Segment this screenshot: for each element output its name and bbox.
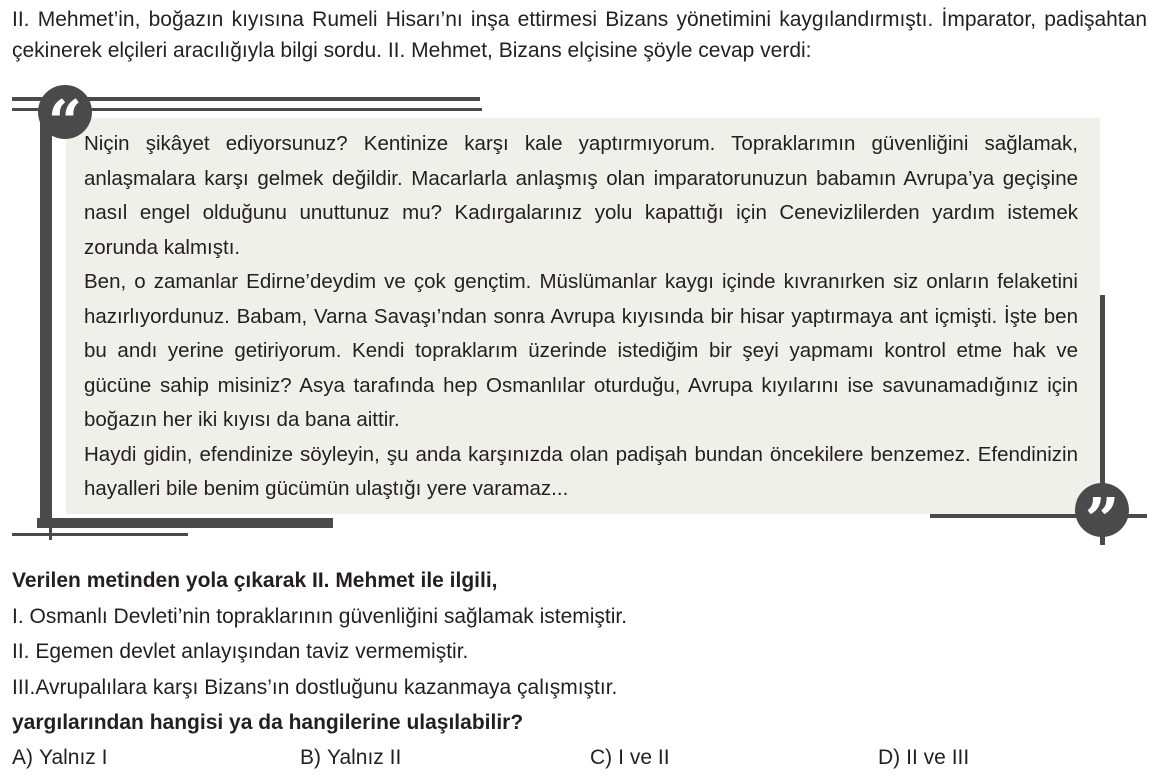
close-quote-icon: ”: [1075, 483, 1129, 537]
option-letter: C): [590, 746, 613, 769]
option-letter: D): [878, 746, 901, 769]
frame-bottom-thin-line: [12, 533, 188, 536]
open-quote-icon: “: [38, 85, 92, 139]
option-a[interactable]: [12, 741, 107, 775]
question-stem: Verilen metinden yola çıkarak II. Mehmet ile ilgili,: [12, 569, 498, 592]
frame-left-thin-line: [49, 108, 52, 540]
quote-paragraph: Ben, o zamanlar Edirne’deydim ve çok gençtim. Müslümanlar kaygı içinde kıvranırken siz onların felaketini hazırlıyordunuz. Babam, Varna Savaşı’ndan sonra Avrupa kıyısında bir hisar yaptırmaya ant içmişti. İşte ben bu andı yerine getiriyorum. Kendi topraklarım üzerinde istediğim bir şeyi yapmamı kontrol etme hak ve gücüne sahip misiniz? Asya tarafında hep Osmanlılar oturduğu, Avrupa kıyılarını ise savunamadığınız için boğazın her iki kıyısı da bana aittir.: [84, 270, 1078, 431]
quote-text: [84, 127, 1078, 507]
question-prompt: yargılarından hangisi ya da hangilerine ulaşılabilir?: [12, 711, 524, 734]
option-text: Yalnız I: [39, 746, 108, 769]
option-b[interactable]: [300, 741, 401, 775]
frame-bottom-line: [37, 518, 333, 528]
quote-paragraph: Niçin şikâyet ediyorsunuz? Kentinize karşı kale yaptırmıyorum. Topraklarımın güvenliğini sağlamak, anlaşmalara karşı gelmek değildir. Macarlarla anlaşmış olan imparatorunuzun babamın Avrupa’ya geçişine nasıl engel olduğunu unuttunuz mu? Kadırgalarınız yolu kapattığı için Cenevizlilerden yardım istemek zorunda kalmıştı.: [84, 132, 1078, 259]
option-text: I ve II: [618, 746, 670, 769]
quote-paragraph: Haydi gidin, efendinize söyleyin, şu anda karşınızda olan padişah bundan öncekilere benzemez. Efendinizin hayalleri bile benim gücümün ulaştığı yere varamaz...: [84, 442, 1078, 500]
statement-1: I. Osmanlı Devleti’nin topraklarının güvenliğini sağlamak istemiştir.: [12, 604, 628, 628]
statement-3: III.Avrupalılara karşı Bizans’ın dostluğunu kazanmaya çalışmıştır.: [12, 675, 618, 699]
intro-paragraph: II. Mehmet’in, boğazın kıyısına Rumeli Hisarı’nı inşa ettirmesi Bizans yönetimini kaygılandırmıştı. İmparator, padişahtan çekinerek elçileri aracılığıyla bilgi sordu. II. Mehmet, Bizans elçisine şöyle cevap verdi:: [12, 8, 1147, 62]
option-letter: B): [300, 746, 321, 769]
answer-options: [12, 741, 1147, 775]
option-c[interactable]: [590, 741, 670, 775]
question-block: [12, 563, 1147, 741]
statement-2: II. Egemen devlet anlayışından taviz vermemiştir.: [12, 640, 469, 663]
option-text: II ve III: [906, 746, 970, 769]
option-text: Yalnız II: [327, 746, 402, 769]
option-letter: A): [12, 746, 33, 769]
option-d[interactable]: [878, 741, 969, 775]
